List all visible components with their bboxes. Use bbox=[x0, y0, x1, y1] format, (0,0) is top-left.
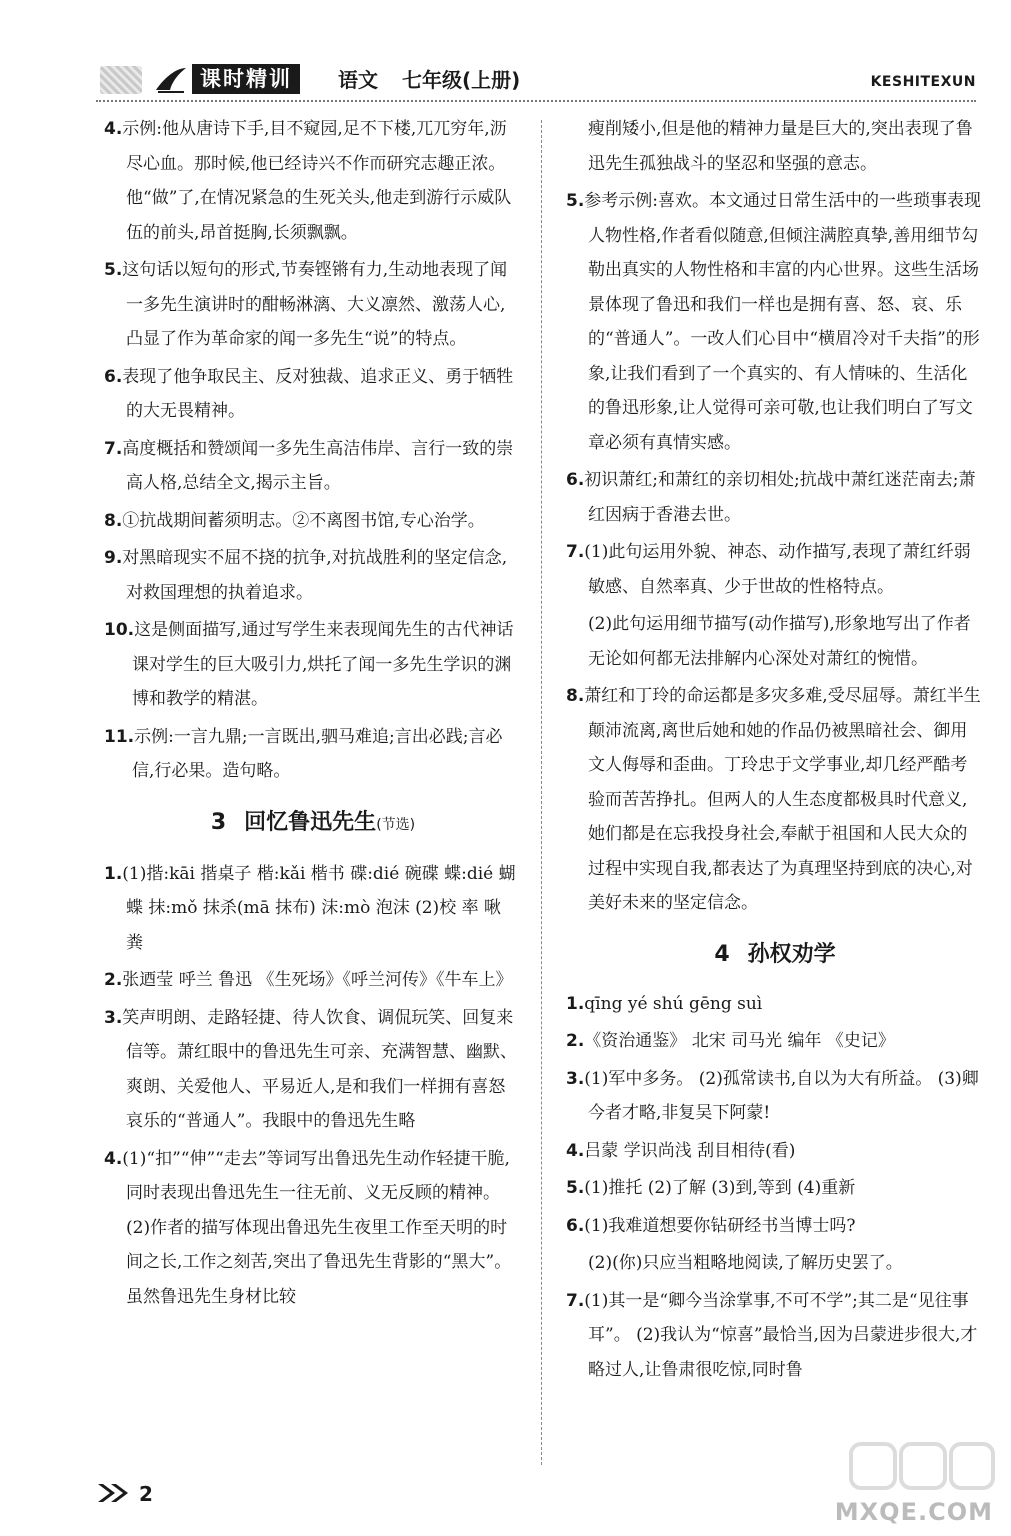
answer-text: 高度概括和赞颂闻一多先生高洁伟岸、言行一致的崇高人格,总结全文,揭示主旨。 bbox=[122, 438, 514, 493]
answer-text: ①抗战期间蓄须明志。②不离图书馆,专心治学。 bbox=[122, 510, 485, 531]
section-3-title bbox=[104, 803, 522, 845]
answer-number: 7. bbox=[566, 542, 585, 562]
double-chevron-icon bbox=[96, 1482, 132, 1504]
answer-text: (1)我难道想要你钻研经书当博士吗? bbox=[584, 1215, 856, 1236]
answer-number: 10. bbox=[104, 620, 135, 640]
answer-item bbox=[104, 613, 522, 717]
brand-title: 课时精训 bbox=[192, 64, 300, 94]
answer-number: 4. bbox=[104, 1148, 123, 1169]
answer-item bbox=[566, 184, 984, 460]
answer-item bbox=[104, 1001, 522, 1139]
answer-text: (1)军中多务。 (2)孤常读书,自以为大有所益。 (3)卿今者才略,非复吴下阿蒙! bbox=[584, 1068, 979, 1123]
answer-text: qīng yé shú gēng suì bbox=[584, 993, 763, 1014]
answer-text: (1)“扣”“伸”“走去”等词写出鲁迅先生动作轻捷干脆,同时表现出鲁迅先生一往无前、义无反顾的精神。 (2)作者的描写体现出鲁迅先生夜里工作至天明的时间之长,工作之刻苦,突出了鲁迅先生背影的“黑大”。虽然鲁迅先生身材比较 bbox=[122, 1148, 512, 1307]
column-divider bbox=[541, 120, 542, 1465]
logo-image bbox=[100, 66, 142, 94]
answer-text: 表现了他争取民主、反对独裁、追求正义、勇于牺牲的大无畏精神。 bbox=[122, 366, 514, 421]
answer-text: 吕蒙 学识尚浅 刮目相待(看) bbox=[584, 1140, 796, 1161]
answer-item bbox=[566, 987, 984, 1022]
answer-item bbox=[566, 1284, 984, 1388]
answer-text: 张迺莹 呼兰 鲁迅 《生死场》《呼兰河传》《牛车上》 bbox=[122, 970, 513, 990]
section-name: 孙权劝学 bbox=[747, 941, 836, 967]
watermark-text: MXQE.COM bbox=[834, 1498, 993, 1526]
page-number: 2 bbox=[138, 1482, 153, 1506]
section-4-title bbox=[566, 935, 984, 975]
answer-number: 6. bbox=[566, 1215, 585, 1236]
answer-number: 1. bbox=[566, 993, 585, 1014]
answer-text: 这是侧面描写,通过写学生来表现闻先生的古代神话课对学生的巨大吸引力,烘托了闻一多先生学识的渊博和教学的精湛。 bbox=[132, 620, 514, 709]
answer-number: 5. bbox=[566, 191, 585, 211]
section-number: 3 bbox=[210, 809, 227, 835]
section-4-answers bbox=[566, 987, 984, 1388]
answer-number: 2. bbox=[566, 1031, 585, 1051]
answer-text: 示例:一言九鼎;一言既出,驷马难追;言出必践;言必信,行必果。造句略。 bbox=[132, 726, 503, 781]
answer-number: 8. bbox=[566, 686, 585, 706]
answer-item bbox=[566, 535, 984, 604]
page-header bbox=[96, 60, 976, 102]
answer-text: 笑声明朗、走路轻捷、待人饮食、调侃玩笑、回复来信等。萧红眼中的鲁迅先生可亲、充满智慧、幽默、爽朗、关爱他人、平易近人,是和我们一样拥有喜怒哀乐的“普通人”。我眼中的鲁迅先生略 bbox=[122, 1007, 517, 1131]
answer-item bbox=[566, 607, 984, 676]
answer-number: 7. bbox=[566, 1290, 585, 1311]
answer-item bbox=[566, 1209, 984, 1244]
answer-text: (1)推托 (2)了解 (3)到,等到 (4)重新 bbox=[584, 1178, 856, 1198]
subject-label: 语文 bbox=[338, 68, 378, 92]
answer-number: 4. bbox=[566, 1140, 585, 1161]
section-3-answers-continued bbox=[566, 184, 984, 921]
answer-item bbox=[104, 504, 522, 539]
section-name: 回忆鲁迅先生 bbox=[244, 809, 377, 835]
answer-text: (2)(你)只应当粗略地阅读,了解历史罢了。 bbox=[588, 1253, 903, 1273]
answer-item bbox=[566, 1246, 984, 1281]
answer-number: 5. bbox=[104, 260, 123, 280]
answer-number: 3. bbox=[104, 1007, 123, 1028]
answer-item bbox=[566, 1134, 984, 1169]
answer-number: 9. bbox=[104, 548, 123, 568]
answer-text: 参考示例:喜欢。本文通过日常生活中的一些琐事表现人物性格,作者看似随意,但倾注满腔真挚,善用细节勾勒出真实的人物性格和丰富的内心世界。这些生活场景体现了鲁迅和我们一样也是拥有喜、怒、哀、乐的“普通人”。一改人们心目中“横眉冷对千夫指”的形象,让我们看到了一个真实的、有人情味的、生活化的鲁迅形象,让人觉得可亲可敬,也让我们明白了写文章必须有真情实感。 bbox=[584, 191, 982, 453]
section-2-answers bbox=[104, 112, 522, 789]
answer-number: 6. bbox=[104, 366, 123, 387]
answer-number: 8. bbox=[104, 510, 123, 531]
answer-item bbox=[104, 360, 522, 429]
answer-number: 11. bbox=[104, 726, 135, 747]
answer-text: 《资治通鉴》 北宋 司马光 编年 《史记》 bbox=[584, 1031, 895, 1051]
answer-number: 7. bbox=[104, 438, 123, 459]
answer-item bbox=[566, 1024, 984, 1059]
answer-item bbox=[566, 679, 984, 921]
answer-item bbox=[104, 253, 522, 357]
pen-swoosh-icon bbox=[154, 64, 188, 96]
answer-item bbox=[104, 1142, 522, 1315]
answer-text: 萧红和丁玲的命运都是多灾多难,受尽屈辱。萧红半生颠沛流离,离世后她和她的作品仍被黑暗社会、御用文人侮辱和歪曲。丁玲忠于文学事业,却几经严酷考验而苦苦挣扎。但两人的人生态度都极具时代意义,她们都是在忘我投身社会,奉献于祖国和人民大众的过程中实现自我,都表达了为真理坚持到底的决心,对美好未来的坚定信念。 bbox=[584, 686, 981, 913]
answer-number: 2. bbox=[104, 970, 123, 990]
answer-number: 4. bbox=[104, 119, 123, 139]
page-footer bbox=[96, 1474, 153, 1514]
answer-number: 3. bbox=[566, 1068, 585, 1089]
answer-number: 5. bbox=[566, 1178, 585, 1198]
answer-item bbox=[566, 1062, 984, 1131]
grade-label: 七年级(上册) bbox=[402, 68, 521, 92]
answer-number: 6. bbox=[566, 470, 585, 490]
answer-item bbox=[566, 1171, 984, 1206]
answer-text: (2)此句运用细节描写(动作描写),形象地写出了作者无论如何都无法排解内心深处对萧红的惋惜。 bbox=[588, 614, 971, 669]
answer-item bbox=[104, 857, 522, 961]
answer-item bbox=[104, 963, 522, 998]
continued-answer: 瘦削矮小,但是他的精神力量是巨大的,突出表现了鲁迅先生孤独战斗的坚忍和坚强的意志。 bbox=[588, 119, 973, 174]
brand-pinyin: KESHITEXUN bbox=[870, 74, 976, 90]
answer-text: 对黑暗现实不屈不挠的抗争,对抗战胜利的坚定信念,对救国理想的执着追求。 bbox=[122, 548, 508, 603]
section-3-answers bbox=[104, 857, 522, 1315]
answer-item bbox=[566, 463, 984, 532]
answer-item bbox=[104, 112, 522, 250]
answer-text: (1)揩:kāi 揩桌子 楷:kǎi 楷书 碟:dié 碗碟 蝶:dié 蝴蝶 抹:mǒ 抹杀(mā 抹布) 沫:mò 泡沫 (2)校 率 啾 粪 bbox=[122, 863, 516, 953]
answer-item bbox=[104, 720, 522, 789]
answer-number: 1. bbox=[104, 863, 123, 884]
answer-text: (1)此句运用外貌、神态、动作描写,表现了萧红纤弱敏感、自然率真、少于世故的性格特点。 bbox=[584, 542, 971, 597]
section-number: 4 bbox=[714, 941, 730, 967]
answer-text: (1)其一是“卿今当涂掌事,不可不学”;其二是“见往事耳”。 (2)我认为“惊喜”最恰当,因为吕蒙进步很大,才略过人,让鲁肃很吃惊,同时鲁 bbox=[584, 1290, 978, 1380]
answer-item bbox=[104, 432, 522, 501]
right-column bbox=[566, 112, 984, 1390]
left-column bbox=[104, 112, 522, 1317]
answer-text: 初识萧红;和萧红的亲切相处;抗战中萧红迷茫南去;萧红因病于香港去世。 bbox=[584, 470, 976, 525]
answer-text: 这句话以短句的形式,节奏铿锵有力,生动地表现了闻一多先生演讲时的酣畅淋漓、大义凛然、激荡人心,凸显了作为革命家的闻一多先生“说”的特点。 bbox=[122, 260, 508, 349]
answer-item bbox=[104, 541, 522, 610]
answer-text: 示例:他从唐诗下手,目不窥园,足不下楼,兀兀穷年,沥尽心血。那时候,他已经诗兴不作而研究志趣正浓。他“做”了,在情况紧急的生死关头,他走到游行示威队伍的前头,昂首挺胸,长须飘飘。 bbox=[122, 119, 512, 243]
section-note: (节选) bbox=[376, 816, 416, 833]
